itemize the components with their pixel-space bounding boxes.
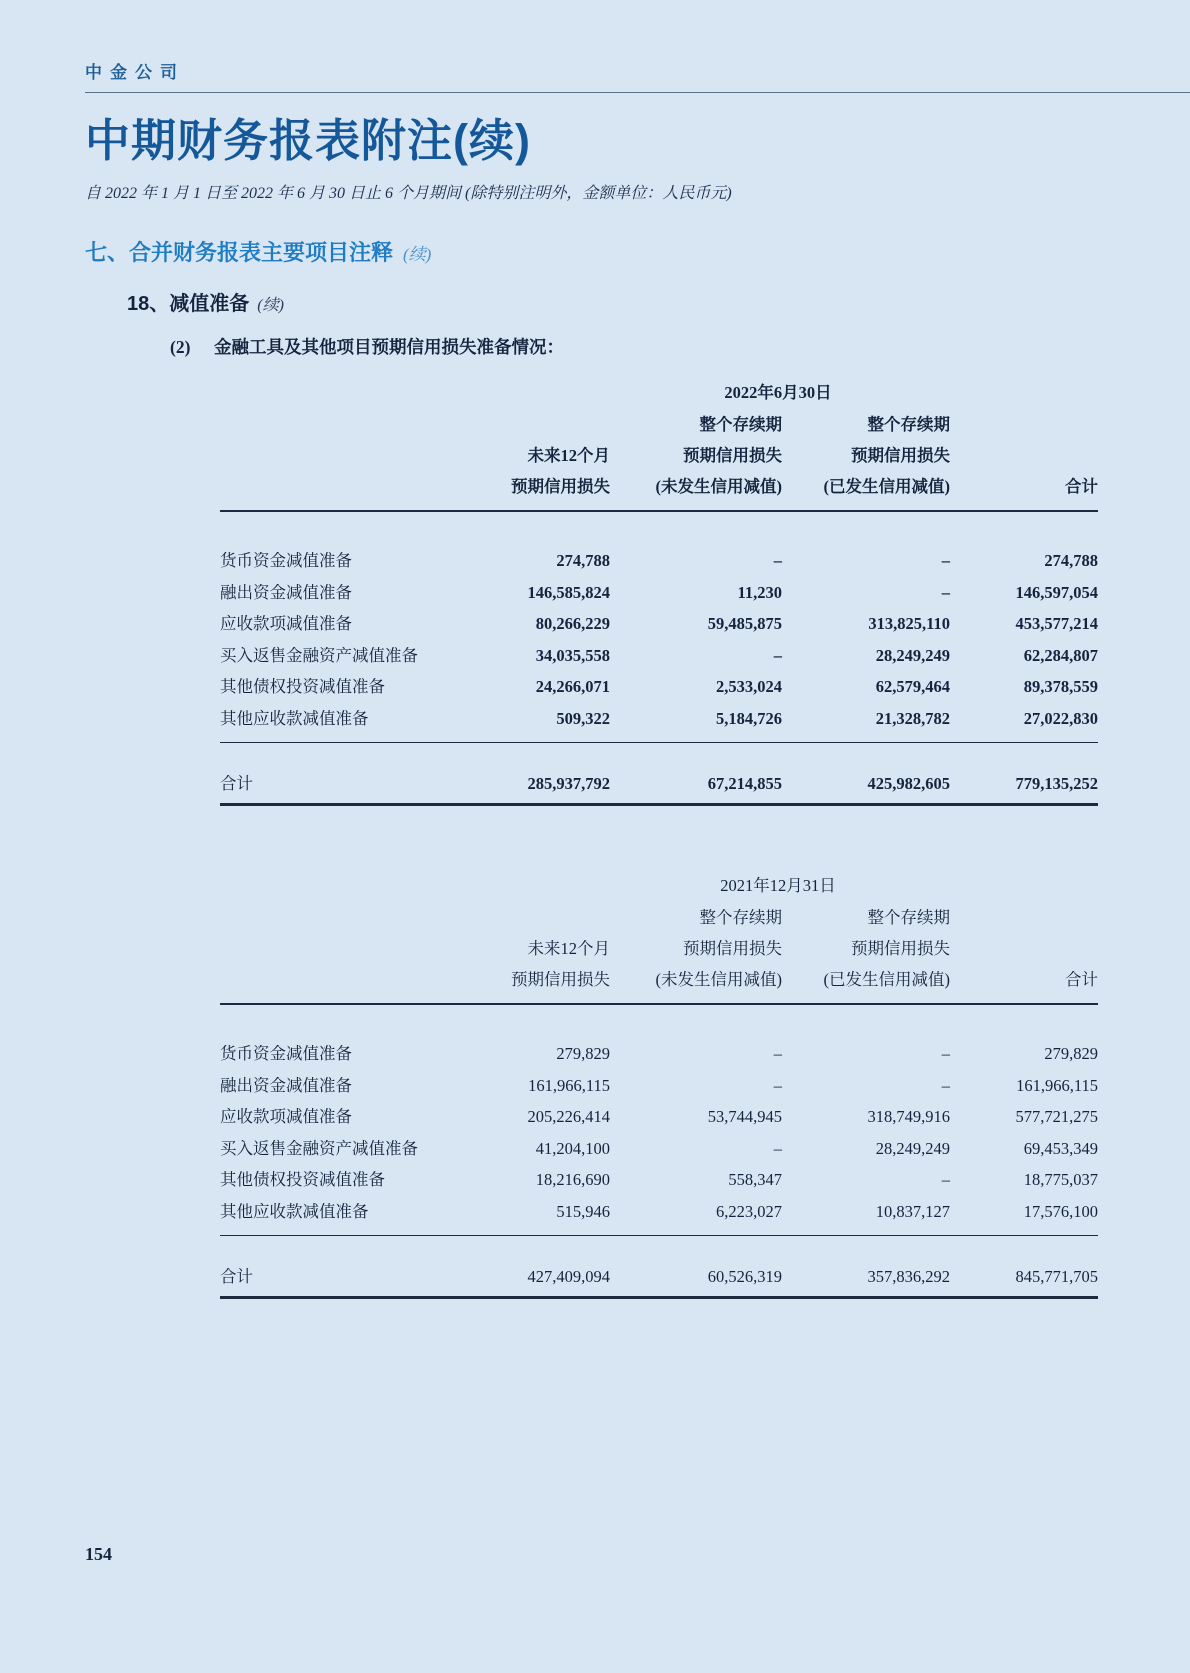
cell-value: 17,576,100 [950, 1190, 1098, 1235]
cell-value: 62,579,464 [875, 677, 950, 697]
cell-value: 80,266,229 [535, 614, 610, 634]
row-label: 买入返售金融资产减值准备 [220, 645, 418, 665]
label-column-header [220, 403, 458, 511]
cell-value: 313,825,110 [868, 614, 950, 634]
cell-value: 161,966,115 [528, 1075, 610, 1095]
page-number: 154 [85, 1544, 112, 1564]
cell-value: – [773, 1075, 782, 1095]
section-heading [85, 236, 1190, 267]
cell-value: – [773, 1044, 782, 1064]
cell-value: 21,328,782 [782, 697, 950, 742]
column-header-row [220, 896, 1098, 1004]
table-row [220, 1004, 1098, 1065]
table-row [220, 634, 1098, 666]
total-value: 67,214,855 [610, 742, 782, 804]
row-label: 其他应收款减值准备 [220, 697, 458, 742]
table-row [220, 511, 1098, 572]
page-title: 中期财务报表附注(续) [85, 115, 531, 166]
col-header-line: 合计 [1065, 476, 1098, 496]
cell-value: 62,284,807 [1023, 645, 1098, 665]
column-header-row [220, 403, 1098, 511]
cell-value: – [941, 1044, 950, 1064]
table-row [220, 697, 1098, 742]
total-label: 合计 [220, 742, 458, 804]
cell-value: 24,266,071 [535, 677, 610, 697]
cell-value: 161,966,115 [1016, 1075, 1098, 1095]
col-header-line: 预期信用损失 [851, 938, 950, 958]
cell-value: 577,721,275 [1015, 1107, 1098, 1127]
row-label: 融出资金减值准备 [220, 582, 352, 602]
col-header-total [950, 403, 1098, 511]
total-value: 427,409,094 [458, 1235, 610, 1297]
col-header-line: (未发生信用减值) [655, 476, 782, 496]
cell-value: 53,744,945 [707, 1107, 782, 1127]
cell-value: 274,788 [556, 551, 610, 571]
cell-value: 205,226,414 [527, 1107, 610, 1127]
section-title: 七、合并财务报表主要项目注释 [85, 239, 394, 265]
total-value: 779,135,252 [950, 742, 1098, 804]
cell-value: 274,788 [1044, 551, 1098, 571]
cell-value: 515,946 [458, 1190, 610, 1235]
col-header-line: (已发生信用减值) [823, 476, 950, 496]
ecl-table-2021 [220, 852, 1098, 1299]
total-label: 合计 [220, 1235, 458, 1297]
cell-value: 5,184,726 [610, 697, 782, 742]
table-date-header: 2022年6月30日 [724, 382, 832, 402]
cell-value: – [773, 551, 782, 571]
cell-value: 146,585,824 [527, 582, 610, 602]
label-column-header [220, 896, 458, 1004]
row-label: 货币资金减值准备 [220, 551, 352, 571]
total-value: 60,526,319 [610, 1235, 782, 1297]
table-row [220, 1064, 1098, 1096]
cell-value: 10,837,127 [782, 1190, 950, 1235]
cell-value: 146,597,054 [1015, 582, 1098, 602]
total-row [220, 1235, 1098, 1297]
cell-value: 89,378,559 [1023, 677, 1098, 697]
table-row [220, 571, 1098, 603]
col-header-lifetime-impaired [782, 896, 950, 1004]
subsection-heading [127, 287, 1190, 316]
col-header-total [950, 896, 1098, 1004]
table-row [220, 666, 1098, 698]
col-header-12m [458, 896, 610, 1004]
total-value: 357,836,292 [782, 1235, 950, 1297]
col-header-line: 合计 [1065, 969, 1098, 989]
table-row [220, 1096, 1098, 1128]
total-value: 285,937,792 [458, 742, 610, 804]
row-label: 其他债权投资减值准备 [220, 1170, 385, 1190]
section-continued-label: (续) [403, 244, 432, 264]
row-label: 应收款项减值准备 [220, 1107, 352, 1127]
cell-value: 18,775,037 [1023, 1170, 1098, 1190]
subsection-title: 18、减值准备 [127, 292, 250, 315]
cell-value: 2,533,024 [716, 677, 782, 697]
cell-value: 27,022,830 [950, 697, 1098, 742]
cell-value: 34,035,558 [535, 645, 610, 665]
col-header-lifetime-unimpaired [610, 403, 782, 511]
subsection-continued-label: (续) [257, 296, 284, 314]
total-row [220, 742, 1098, 804]
cell-value: 558,347 [728, 1170, 782, 1190]
ecl-table-2022 [220, 359, 1098, 806]
cell-value: – [773, 645, 782, 665]
table-row [220, 1159, 1098, 1191]
col-header-lifetime-impaired [782, 403, 950, 511]
col-header-lifetime-unimpaired [610, 896, 782, 1004]
table-date-header: 2021年12月31日 [720, 875, 836, 895]
cell-value: 69,453,349 [1023, 1138, 1098, 1158]
total-value: 425,982,605 [782, 742, 950, 804]
page-subtitle: 自 2022 年 1 月 1 日至 2022 年 6 月 30 日止 6 个月期间 (除特别注明外，金额单位：人民币元) [85, 184, 732, 202]
cell-value: 509,322 [458, 697, 610, 742]
table-row [220, 1190, 1098, 1235]
col-header-line: 预期信用损失 [851, 445, 950, 465]
col-header-line: 预期信用损失 [683, 938, 782, 958]
total-value: 845,771,705 [950, 1235, 1098, 1297]
col-header-line: 预期信用损失 [511, 969, 610, 989]
col-header-line: 整个存续期 [867, 414, 950, 434]
item-number: (2) [170, 336, 191, 357]
row-label: 应收款项减值准备 [220, 614, 352, 634]
ecl-table-2022-grid [220, 403, 1098, 806]
col-header-12m [458, 403, 610, 511]
cell-value: 11,230 [737, 582, 782, 602]
cell-value: 28,249,249 [875, 645, 950, 665]
row-label: 融出资金减值准备 [220, 1075, 352, 1095]
cell-value: – [773, 1138, 782, 1158]
col-header-line: 预期信用损失 [683, 445, 782, 465]
col-header-line: (未发生信用减值) [655, 969, 782, 989]
col-header-line: 未来12个月 [527, 938, 610, 958]
item-heading [170, 334, 1190, 359]
col-header-line: 整个存续期 [699, 414, 782, 434]
cell-value: – [941, 551, 950, 571]
col-header-line: 整个存续期 [699, 907, 782, 927]
brand-text: 中金公司 [85, 63, 185, 82]
cell-value: 453,577,214 [1015, 614, 1098, 634]
cell-value: 28,249,249 [875, 1138, 950, 1158]
table-row [220, 603, 1098, 635]
cell-value: 41,204,100 [535, 1138, 610, 1158]
header-divider [85, 92, 1190, 93]
col-header-line: (已发生信用减值) [823, 969, 950, 989]
cell-value: 6,223,027 [610, 1190, 782, 1235]
col-header-line: 整个存续期 [867, 907, 950, 927]
row-label: 其他应收款减值准备 [220, 1190, 458, 1235]
cell-value: 18,216,690 [535, 1170, 610, 1190]
cell-value: 59,485,875 [707, 614, 782, 634]
item-title: 金融工具及其他项目预期信用损失准备情况： [214, 336, 564, 357]
row-label: 买入返售金融资产减值准备 [220, 1138, 418, 1158]
ecl-table-2021-grid [220, 896, 1098, 1299]
col-header-line: 预期信用损失 [511, 476, 610, 496]
cell-value: 318,749,916 [867, 1107, 950, 1127]
cell-value: – [941, 1170, 950, 1190]
cell-value: – [941, 1075, 950, 1095]
row-label: 其他债权投资减值准备 [220, 677, 385, 697]
cell-value: – [941, 582, 950, 602]
row-label: 货币资金减值准备 [220, 1044, 352, 1064]
cell-value: 279,829 [1044, 1044, 1098, 1064]
report-page [0, 58, 1190, 1673]
table-row [220, 1127, 1098, 1159]
cell-value: 279,829 [556, 1044, 610, 1064]
col-header-line: 未来12个月 [527, 445, 610, 465]
